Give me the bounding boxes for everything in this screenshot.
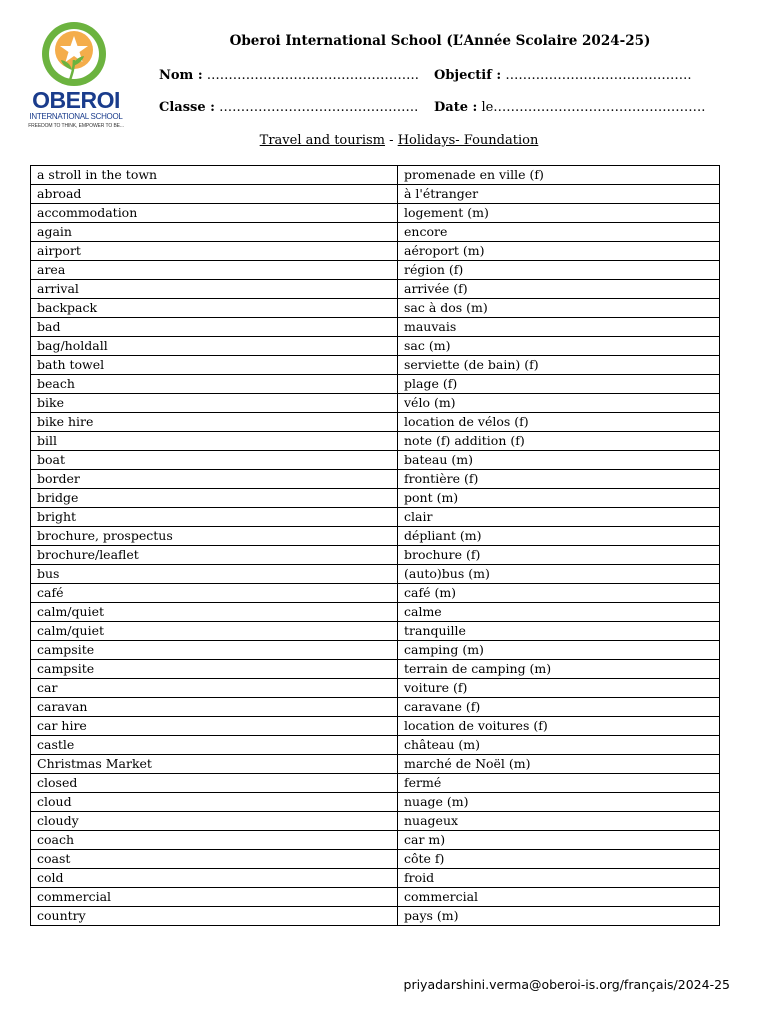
nom-field[interactable]: [159, 67, 419, 85]
table-row: [31, 451, 720, 470]
table-row: [31, 356, 720, 375]
english-term: cloud: [31, 793, 398, 812]
french-term: serviette (de bain) (f): [398, 356, 720, 375]
table-row: [31, 736, 720, 755]
table-row: [31, 679, 720, 698]
english-term: cold: [31, 869, 398, 888]
french-term: car m): [398, 831, 720, 850]
objectif-field[interactable]: [434, 67, 691, 85]
nom-label: Nom :: [159, 68, 203, 83]
french-term: fermé: [398, 774, 720, 793]
subtitle-unit: Holidays- Foundation: [397, 133, 539, 148]
english-term: café: [31, 584, 398, 603]
table-row: [31, 242, 720, 261]
table-row: [31, 527, 720, 546]
worksheet-subtitle: [140, 132, 658, 150]
french-term: caravane (f): [398, 698, 720, 717]
english-term: campsite: [31, 641, 398, 660]
table-row: [31, 337, 720, 356]
english-term: caravan: [31, 698, 398, 717]
english-term: backpack: [31, 299, 398, 318]
french-term: logement (m): [398, 204, 720, 223]
table-row: [31, 660, 720, 679]
english-term: castle: [31, 736, 398, 755]
table-row: [31, 394, 720, 413]
logo-subtitle: INTERNATIONAL SCHOOL: [29, 112, 123, 121]
english-term: arrival: [31, 280, 398, 299]
english-term: airport: [31, 242, 398, 261]
french-term: dépliant (m): [398, 527, 720, 546]
french-term: arrivée (f): [398, 280, 720, 299]
date-field[interactable]: [434, 99, 705, 117]
french-term: commercial: [398, 888, 720, 907]
french-term: région (f): [398, 261, 720, 280]
english-term: bus: [31, 565, 398, 584]
school-logo: [26, 20, 126, 129]
english-term: Christmas Market: [31, 755, 398, 774]
english-term: bath towel: [31, 356, 398, 375]
english-term: abroad: [31, 185, 398, 204]
french-term: vélo (m): [398, 394, 720, 413]
english-term: border: [31, 470, 398, 489]
vocabulary-table: [30, 165, 720, 926]
classe-dots: ……………………………………….: [219, 100, 419, 115]
english-term: campsite: [31, 660, 398, 679]
french-term: pont (m): [398, 489, 720, 508]
french-term: café (m): [398, 584, 720, 603]
english-term: commercial: [31, 888, 398, 907]
page-title: Oberoi International School (L’Année Scolaire 2024-25): [229, 33, 651, 49]
english-term: calm/quiet: [31, 622, 398, 641]
table-row: [31, 888, 720, 907]
english-term: calm/quiet: [31, 603, 398, 622]
nom-dots: ………………………………………….: [206, 68, 419, 83]
table-row: [31, 489, 720, 508]
english-term: car hire: [31, 717, 398, 736]
english-term: bridge: [31, 489, 398, 508]
french-term: voiture (f): [398, 679, 720, 698]
french-term: aéroport (m): [398, 242, 720, 261]
date-label: Date :: [434, 100, 478, 115]
english-term: beach: [31, 375, 398, 394]
table-row: [31, 869, 720, 888]
english-term: bad: [31, 318, 398, 337]
classe-field[interactable]: [159, 99, 418, 117]
table-row: [31, 774, 720, 793]
objectif-dots: …………………………………….: [505, 68, 692, 83]
vocabulary-table-body: [31, 166, 720, 926]
english-term: car: [31, 679, 398, 698]
table-row: [31, 375, 720, 394]
english-term: coast: [31, 850, 398, 869]
english-term: again: [31, 223, 398, 242]
table-row: [31, 261, 720, 280]
french-term: nuage (m): [398, 793, 720, 812]
table-row: [31, 622, 720, 641]
french-term: camping (m): [398, 641, 720, 660]
table-row: [31, 508, 720, 527]
french-term: clair: [398, 508, 720, 527]
english-term: brochure, prospectus: [31, 527, 398, 546]
table-row: [31, 223, 720, 242]
date-value: le………………………………………….: [481, 100, 706, 115]
french-term: terrain de camping (m): [398, 660, 720, 679]
table-row: [31, 850, 720, 869]
french-term: mauvais: [398, 318, 720, 337]
french-term: location de voitures (f): [398, 717, 720, 736]
table-row: [31, 413, 720, 432]
table-row: [31, 584, 720, 603]
objectif-label: Objectif :: [434, 68, 502, 83]
table-row: [31, 166, 720, 185]
french-term: (auto)bus (m): [398, 565, 720, 584]
english-term: bright: [31, 508, 398, 527]
french-term: froid: [398, 869, 720, 888]
table-row: [31, 546, 720, 565]
classe-label: Classe :: [159, 100, 215, 115]
french-term: bateau (m): [398, 451, 720, 470]
table-row: [31, 280, 720, 299]
table-row: [31, 698, 720, 717]
french-term: note (f) addition (f): [398, 432, 720, 451]
table-row: [31, 565, 720, 584]
french-term: côte f): [398, 850, 720, 869]
english-term: bike hire: [31, 413, 398, 432]
subtitle-topic: Travel and tourism: [259, 133, 386, 148]
table-row: [31, 299, 720, 318]
table-row: [31, 318, 720, 337]
english-term: a stroll in the town: [31, 166, 398, 185]
table-row: [31, 470, 720, 489]
french-term: sac (m): [398, 337, 720, 356]
french-term: encore: [398, 223, 720, 242]
english-term: coach: [31, 831, 398, 850]
english-term: bike: [31, 394, 398, 413]
french-term: marché de Noël (m): [398, 755, 720, 774]
logo-name: OBEROI: [32, 87, 120, 113]
table-row: [31, 204, 720, 223]
table-row: [31, 793, 720, 812]
table-row: [31, 831, 720, 850]
table-row: [31, 432, 720, 451]
english-term: cloudy: [31, 812, 398, 831]
french-term: pays (m): [398, 907, 720, 926]
english-term: bill: [31, 432, 398, 451]
french-term: nuageux: [398, 812, 720, 831]
logo-tagline: FREEDOM TO THINK, EMPOWER TO BE...: [28, 123, 124, 129]
english-term: brochure/leaflet: [31, 546, 398, 565]
table-row: [31, 641, 720, 660]
english-term: closed: [31, 774, 398, 793]
english-term: bag/holdall: [31, 337, 398, 356]
table-row: [31, 755, 720, 774]
french-term: plage (f): [398, 375, 720, 394]
french-term: sac à dos (m): [398, 299, 720, 318]
table-row: [31, 907, 720, 926]
english-term: boat: [31, 451, 398, 470]
english-term: area: [31, 261, 398, 280]
french-term: frontière (f): [398, 470, 720, 489]
table-row: [31, 812, 720, 831]
french-term: tranquille: [398, 622, 720, 641]
french-term: brochure (f): [398, 546, 720, 565]
table-row: [31, 185, 720, 204]
school-emblem-icon: [40, 20, 108, 88]
footer-credit: priyadarshini.verma@oberoi-is.org/français/2024-25: [403, 977, 730, 992]
french-term: promenade en ville (f): [398, 166, 720, 185]
english-term: country: [31, 907, 398, 926]
subtitle-separator: -: [385, 133, 398, 148]
french-term: château (m): [398, 736, 720, 755]
french-term: location de vélos (f): [398, 413, 720, 432]
table-row: [31, 717, 720, 736]
french-term: calme: [398, 603, 720, 622]
table-row: [31, 603, 720, 622]
french-term: à l'étranger: [398, 185, 720, 204]
english-term: accommodation: [31, 204, 398, 223]
